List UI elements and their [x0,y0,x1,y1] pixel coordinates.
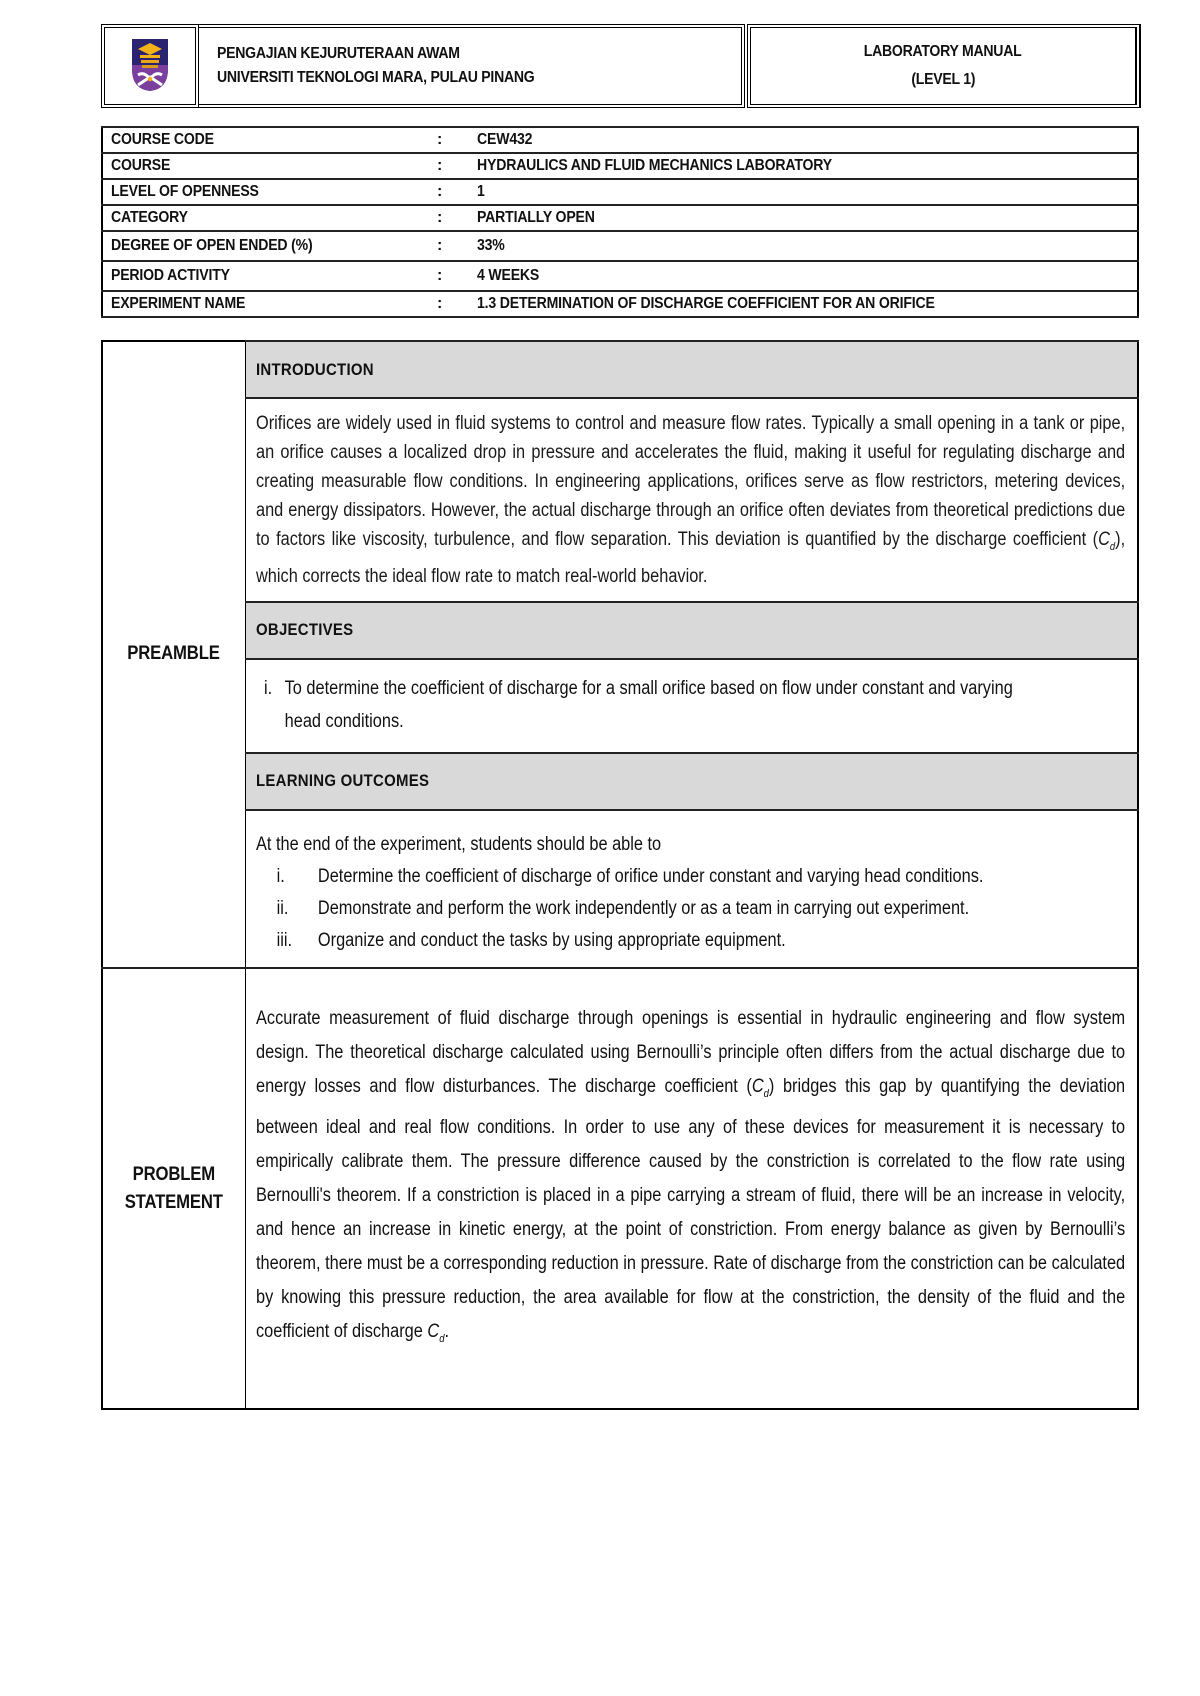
info-row-period-activity [102,261,1138,291]
info-value: 33% [477,237,505,254]
info-key: COURSE CODE [111,131,214,148]
problem-statement-text: Accurate measurement of fluid discharge through openings is essential in hydraulic engineering and flow system design. The theoretical discharge calculated using Bernoulli’s principle often differs from the actual discharge due to energy losses and flow disturbances. The discharge coefficient $(C_d)$ bridges this gap by quantifying the deviation between ideal and real flow conditions. In order to use any of these devices for measurement it is necessary to empirically calibrate them. The pressure difference caused by the constriction is correlated to the flow rate using Bernoulli's theorem. If a constriction is placed in a pipe carrying a stream of fluid, there will be an increase in velocity, and hence an increase in kinetic energy, at the point of constriction. From energy balance as given by Bernoulli’s theorem, there must be a corresponding reduction in pressure. Rate of discharge from the constriction can be calculated by knowing this pressure reduction, the area available for flow at the constriction, the density of the fluid and the coefficient of discharge $C_d$. [256,1007,1126,1345]
manual-level: (LEVEL 1) [911,71,975,88]
info-key: COURSE [111,157,171,174]
content-table [101,340,1139,1410]
document-header [101,24,1141,108]
problem-statement-body [246,968,1139,1410]
list-item: i. Determine the coefficient of discharge of orifice under constant and varying head conditions. [276,865,984,887]
introduction-body [246,398,1139,602]
introduction-text: Orifices are widely used in fluid systems to control and measure flow rates. Typically a small opening in a tank or pipe, an orifice causes a localized drop in pressure and accelerates the fluid, making it useful for regulating discharge and creating measurable flow conditions. In engineering applications, orifices serve as flow restrictors, metering devices, and energy dissipators. However, the actual discharge through an orifice often deviates from theoretical predictions due to factors like viscosity, turbulence, and flow separation. This deviation is quantified by the discharge coefficient $(C_d)$, which corrects the ideal flow rate to match real-world behavior. [256,413,1126,587]
manual-title: LABORATORY MANUAL [864,43,1022,60]
manual-title-cell [747,24,1141,108]
info-key: CATEGORY [111,209,188,226]
objectives-heading: OBJECTIVES [256,620,354,640]
objective-number: i. [264,677,273,699]
department-name: PENGAJIAN KEJURUTERAAN AWAM [217,45,460,62]
info-value: HYDRAULICS AND FLUID MECHANICS LABORATORY [477,157,832,174]
objective-item [264,672,1125,738]
info-value: PARTIALLY OPEN [477,209,595,226]
preamble-label: PREAMBLE [127,643,221,665]
problem-statement-label-line1: PROBLEM [132,1163,216,1185]
info-key: PERIOD ACTIVITY [111,267,230,284]
info-key: EXPERIMENT NAME [111,295,246,312]
learning-outcomes-heading: LEARNING OUTCOMES [256,771,430,791]
info-row-category [102,205,1138,231]
info-value: CEW432 [477,131,533,148]
info-key: LEVEL OF OPENNESS [111,183,259,200]
university-name: UNIVERSITI TEKNOLOGI MARA, PULAU PINANG [217,69,535,86]
objective-text: To determine the coefficient of discharge for a small orifice based on flow under constant and varying head conditions. [284,677,1013,732]
info-separator: : [437,157,443,174]
list-item: ii. Demonstrate and perform the work independently or as a team in carrying out experiment. [276,897,970,919]
objectives-heading-cell [246,602,1139,659]
info-row-degree-open-ended [102,231,1138,261]
info-separator: : [437,295,443,312]
info-value: 1.3 DETERMINATION OF DISCHARGE COEFFICIENT FOR AN ORIFICE [477,295,935,312]
preamble-label-cell [102,341,246,968]
info-row-course [102,153,1138,179]
introduction-heading-cell [246,341,1139,398]
learning-outcomes-heading-cell [246,753,1139,810]
logo-cell [101,24,199,108]
info-separator: : [437,209,443,226]
info-row-course-code [102,127,1138,153]
course-info-table [101,126,1139,318]
info-value: 1 [477,183,485,200]
introduction-heading: INTRODUCTION [256,359,374,379]
info-separator: : [437,237,443,254]
list-item: iii. Organize and conduct the tasks by using appropriate equipment. [276,929,786,951]
info-row-experiment-name [102,291,1138,317]
problem-statement-label-line2: STATEMENT [124,1191,224,1213]
learning-outcomes-list [256,861,1125,957]
learning-outcomes-body [246,810,1139,968]
objectives-body [246,659,1139,753]
info-row-level-of-openness [102,179,1138,205]
info-value: 4 WEEKS [477,267,540,284]
info-separator: : [437,183,443,200]
info-separator: : [437,267,443,284]
uitm-crest-icon [128,35,172,98]
learning-outcomes-intro: At the end of the experiment, students should be able to [256,833,662,855]
info-separator: : [437,131,443,148]
institution-cell [199,24,745,108]
info-key: DEGREE OF OPEN ENDED (%) [111,237,313,254]
problem-statement-label-cell [102,968,246,1410]
